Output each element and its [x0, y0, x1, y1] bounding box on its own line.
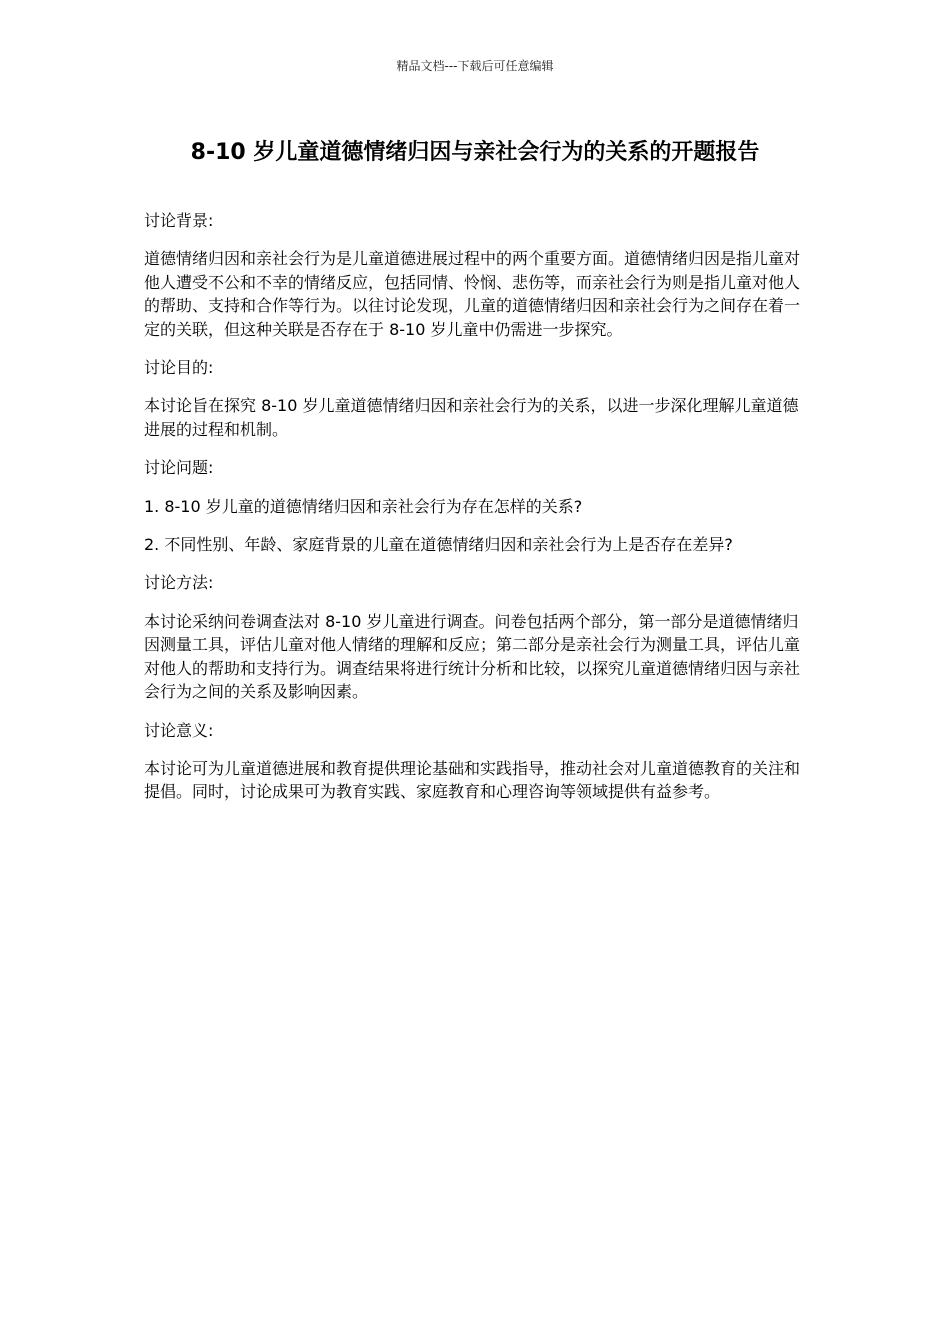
question-item-2: 2. 不同性别、年龄、家庭背景的儿童在道德情绪归因和亲社会行为上是否存在差异?	[144, 535, 733, 555]
section-heading-significance: 讨论意义:	[144, 720, 214, 740]
section-heading-method: 讨论方法:	[144, 573, 214, 593]
document-title: 8-10 岁儿童道德情绪归因与亲社会行为的关系的开题报告	[190, 140, 760, 165]
paragraph-method: 本讨论采纳问卷调查法对 8-10 岁儿童进行调查。问卷包括两个部分，第一部分是道德情绪归因测量工具，评估儿童对他人情绪的理解和反应；第二部分是亲社会行为测量工具，评估儿童对他人的帮助和支持行为。调查结果将进行统计分析和比较，以探究儿童道德情绪归因与亲社会行为之间的关系及影响因素。	[144, 611, 801, 702]
paragraph-background: 道德情绪归因和亲社会行为是儿童道德进展过程中的两个重要方面。道德情绪归因是指儿童对他人遭受不公和不幸的情绪反应，包括同情、怜悯、悲伤等，而亲社会行为则是指儿童对他人的帮助、支持和合作等行为。以往讨论发现，儿童的道德情绪归因和亲社会行为之间存在着一定的关联，但这种关联是否存在于 8-10 岁儿童中仍需进一步探究。	[144, 249, 801, 339]
header-note: 精品文档---下载后可任意编辑	[396, 59, 554, 73]
paragraph-significance: 本讨论可为儿童道德进展和教育提供理论基础和实践指导，推动社会对儿童道德教育的关注和提倡。同时，讨论成果可为教育实践、家庭教育和心理咨询等领域提供有益参考。	[144, 758, 801, 802]
paragraph-purpose: 本讨论旨在探究 8-10 岁儿童道德情绪归因和亲社会行为的关系，以进一步深化理解儿童道德进展的过程和机制。	[144, 396, 799, 439]
section-heading-questions: 讨论问题:	[144, 458, 214, 478]
question-item-1: 1. 8-10 岁儿童的道德情绪归因和亲社会行为存在怎样的关系?	[144, 496, 583, 516]
section-heading-purpose: 讨论目的:	[144, 358, 214, 378]
document-body	[144, 209, 808, 819]
section-heading-background: 讨论背景:	[144, 211, 214, 230]
